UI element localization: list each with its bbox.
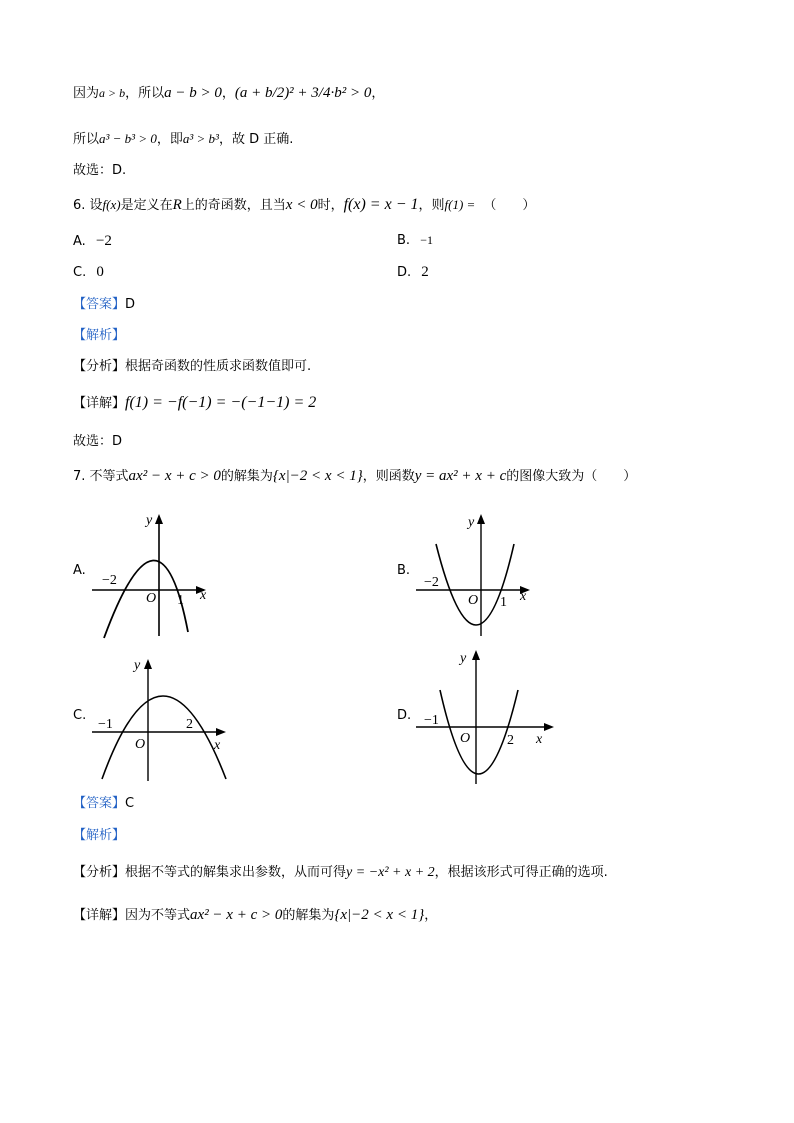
q6-choice: 故选：D xyxy=(73,434,123,449)
right-root-label: 2 xyxy=(186,717,193,732)
q7-graph-a[interactable] xyxy=(90,510,220,640)
prev-choice: 故选：D. xyxy=(73,163,127,178)
q7-option-c-label[interactable]: C. xyxy=(73,708,87,723)
origin-label: O xyxy=(460,731,471,746)
left-root-label: −2 xyxy=(102,573,117,588)
q7-stem: 7. 不等式ax² − x + c > 0的解集为{x|−2 < x < 1}，则函数y = ax² + x + c的图像大致为（ ） xyxy=(73,468,637,484)
left-root-label: −2 xyxy=(424,575,439,590)
origin-label: O xyxy=(146,591,157,606)
right-root-label: 1 xyxy=(177,593,184,608)
y-axis-arrow xyxy=(477,514,485,524)
q6-answer: 【答案】D xyxy=(73,297,136,312)
q6-stem: 6. 设f(x)是定义在R上的奇函数，且当x < 0时，f(x) = x − 1，则f(1) = （ ） xyxy=(73,196,536,213)
q7-option-a-label[interactable]: A. xyxy=(73,563,86,578)
prev-line-1: 因为a > b，所以a − b > 0，(a + b/2)² + 3/4·b² > 0， xyxy=(73,85,385,101)
parabola-curve xyxy=(440,690,518,774)
q6-fenxi: 【分析】根据奇函数的性质求函数值即可. xyxy=(73,359,312,374)
y-axis-label: y xyxy=(146,513,153,528)
x-axis-label: x xyxy=(214,738,221,753)
y-axis-arrow xyxy=(144,659,152,669)
origin-label: O xyxy=(135,737,146,752)
q6-option-b[interactable]: B. −1 xyxy=(397,233,433,248)
x-axis-arrow xyxy=(216,728,226,736)
left-root-label: −1 xyxy=(424,713,439,728)
y-axis-arrow xyxy=(472,650,480,660)
q7-analysis-tag: 【解析】 xyxy=(73,828,126,843)
q7-answer: 【答案】C xyxy=(73,796,135,811)
origin-label: O xyxy=(468,593,479,608)
q7-option-b-label[interactable]: B. xyxy=(397,563,411,578)
q7-graph-b[interactable] xyxy=(414,510,544,640)
x-axis-label: x xyxy=(520,589,527,604)
y-axis-label: y xyxy=(134,658,141,673)
x-axis-label: x xyxy=(200,588,207,603)
q7-graph-c[interactable] xyxy=(90,655,230,785)
right-root-label: 1 xyxy=(500,595,507,610)
q6-option-d[interactable]: D. 2 xyxy=(397,264,429,280)
q7-xiangjie: 【详解】因为不等式ax² − x + c > 0的解集为{x|−2 < x < 1}， xyxy=(73,907,438,923)
q6-option-a[interactable]: A. −2 xyxy=(73,233,112,249)
q6-xiangjie: 【详解】f(1) = −f(−1) = −(−1−1) = 2 xyxy=(73,394,317,411)
q6-analysis-tag: 【解析】 xyxy=(73,328,126,343)
left-root-label: −1 xyxy=(98,717,113,732)
parabola-curve xyxy=(102,696,226,779)
q6-option-c[interactable]: C. 0 xyxy=(73,264,104,280)
x-axis-arrow xyxy=(544,723,554,731)
q7-graph-d[interactable] xyxy=(414,648,564,788)
right-root-label: 2 xyxy=(507,733,514,748)
parabola-curve xyxy=(436,544,514,625)
prev-line-2: 所以a³ − b³ > 0，即a³ > b³，故 D 正确. xyxy=(73,131,294,147)
q7-option-d-label[interactable]: D. xyxy=(397,708,412,723)
y-axis-label: y xyxy=(468,515,475,530)
x-axis-label: x xyxy=(536,732,543,747)
q7-fenxi: 【分析】根据不等式的解集求出参数，从而可得y = −x² + x + 2，根据该形式可得正确的选项. xyxy=(73,865,608,880)
y-axis-label: y xyxy=(460,651,467,666)
y-axis-arrow xyxy=(155,514,163,524)
